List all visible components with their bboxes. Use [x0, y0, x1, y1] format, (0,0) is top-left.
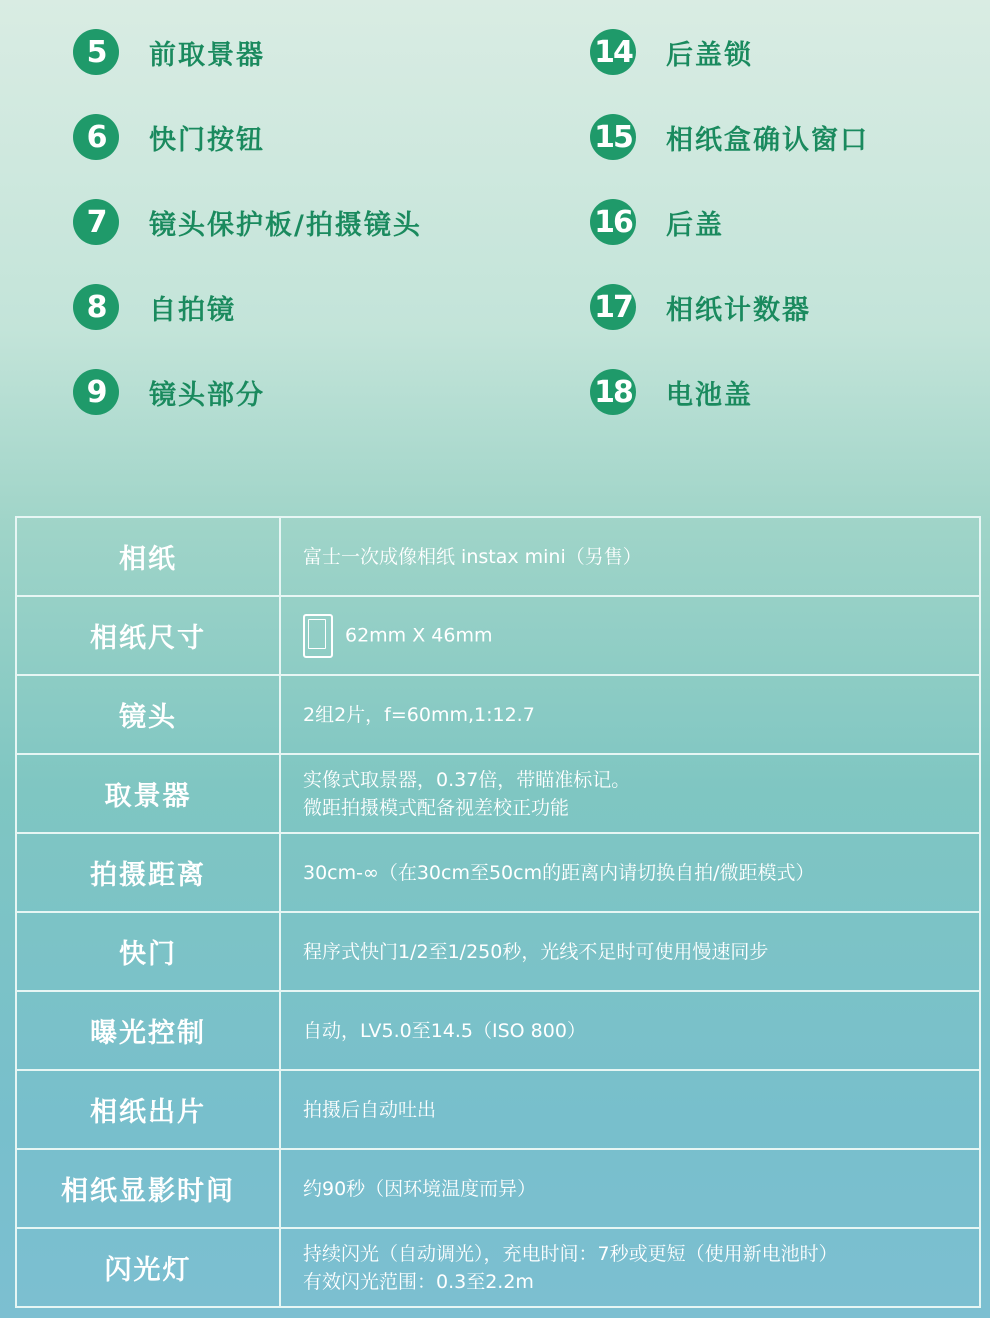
part-number-badge: 18 — [590, 369, 636, 415]
part-item — [73, 283, 236, 331]
spec-key: 相纸 — [16, 517, 280, 596]
spec-value-line: 约90秒（因环境温度而异） — [303, 1177, 537, 1200]
part-number-badge: 17 — [590, 284, 636, 330]
spec-row-film-ejection — [16, 1070, 980, 1149]
spec-key: 快门 — [16, 912, 280, 991]
part-item — [590, 368, 753, 416]
part-label: 快门按钮 — [149, 124, 265, 156]
spec-row-shooting-distance — [16, 833, 980, 912]
spec-table — [15, 516, 981, 1308]
spec-row-shutter — [16, 912, 980, 991]
part-number-badge: 15 — [590, 114, 636, 160]
spec-row-development-time — [16, 1149, 980, 1228]
spec-value — [280, 517, 980, 596]
spec-key: 取景器 — [16, 754, 280, 833]
part-item — [590, 198, 724, 246]
spec-value-line: 实像式取景器，0.37倍，带瞄准标记。 — [303, 768, 631, 791]
part-label: 后盖锁 — [666, 39, 753, 71]
spec-value — [280, 1070, 980, 1149]
spec-value — [280, 1228, 980, 1307]
spec-row-paper-size — [16, 596, 980, 675]
part-label: 相纸计数器 — [666, 294, 811, 326]
part-label: 相纸盒确认窗口 — [666, 124, 869, 156]
spec-value-line: 30cm-∞（在30cm至50cm的距离内请切换自拍/微距模式） — [303, 861, 815, 884]
part-item — [73, 198, 422, 246]
part-number-badge: 14 — [590, 29, 636, 75]
spec-key: 相纸尺寸 — [16, 596, 280, 675]
parts-list — [0, 0, 990, 470]
spec-row-lens — [16, 675, 980, 754]
part-item — [590, 28, 753, 76]
spec-key: 相纸出片 — [16, 1070, 280, 1149]
spec-value-line: 拍摄后自动吐出 — [303, 1098, 437, 1121]
part-item — [73, 113, 265, 161]
part-label: 前取景器 — [149, 39, 265, 71]
spec-value-line: 有效闪光范围：0.3至2.2m — [303, 1270, 534, 1293]
spec-value-line: 程序式快门1/2至1/250秒，光线不足时可使用慢速同步 — [303, 940, 769, 963]
spec-value-line: 自动，LV5.0至14.5（ISO 800） — [303, 1019, 586, 1042]
spec-row-flash — [16, 1228, 980, 1307]
spec-key: 相纸显影时间 — [16, 1149, 280, 1228]
part-label: 镜头保护板/拍摄镜头 — [149, 209, 422, 241]
spec-value — [280, 1149, 980, 1228]
spec-value-line: 持续闪光（自动调光），充电时间：7秒或更短（使用新电池时） — [303, 1242, 838, 1265]
spec-key: 闪光灯 — [16, 1228, 280, 1307]
part-label: 电池盖 — [666, 379, 753, 411]
part-number-badge: 6 — [73, 114, 119, 160]
spec-value-line: 微距拍摄模式配备视差校正功能 — [303, 796, 570, 819]
spec-value — [280, 912, 980, 991]
part-number-badge: 7 — [73, 199, 119, 245]
part-item — [590, 283, 811, 331]
part-number-badge: 16 — [590, 199, 636, 245]
part-item — [73, 368, 265, 416]
part-label: 镜头部分 — [149, 379, 265, 411]
spec-row-viewfinder — [16, 754, 980, 833]
spec-row-exposure — [16, 991, 980, 1070]
spec-value — [280, 596, 980, 675]
part-label: 自拍镜 — [149, 294, 236, 326]
instant-photo-icon — [303, 614, 333, 658]
spec-key: 拍摄距离 — [16, 833, 280, 912]
spec-key: 镜头 — [16, 675, 280, 754]
part-number-badge: 9 — [73, 369, 119, 415]
part-number-badge: 5 — [73, 29, 119, 75]
spec-value-line: 62mm X 46mm — [345, 624, 493, 646]
spec-value — [280, 833, 980, 912]
part-number-badge: 8 — [73, 284, 119, 330]
spec-value — [280, 675, 980, 754]
spec-value — [280, 754, 980, 833]
spec-value — [280, 991, 980, 1070]
part-item — [73, 28, 265, 76]
spec-value-line: 富士一次成像相纸 instax mini（另售） — [303, 545, 642, 568]
spec-value-line: 2组2片，f=60mm,1:12.7 — [303, 703, 535, 726]
spec-row-paper — [16, 517, 980, 596]
spec-key: 曝光控制 — [16, 991, 280, 1070]
part-label: 后盖 — [666, 209, 724, 241]
part-item — [590, 113, 869, 161]
